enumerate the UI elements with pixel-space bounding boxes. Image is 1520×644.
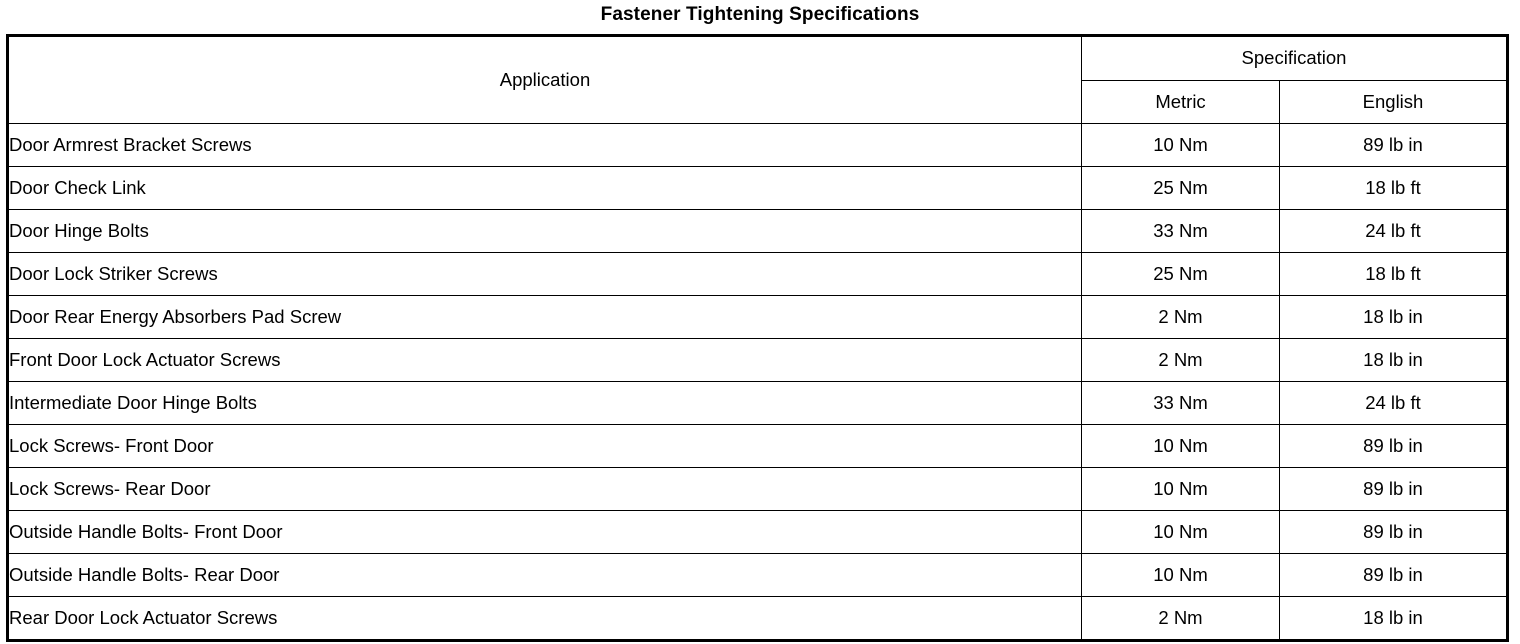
table-row: [8, 511, 1508, 554]
cell-metric: 10 Nm: [1082, 554, 1280, 597]
cell-english: 89 lb in: [1280, 554, 1508, 597]
table-row: [8, 468, 1508, 511]
cell-application: Lock Screws- Front Door: [8, 425, 1082, 468]
table-row: [8, 597, 1508, 641]
table-row: [8, 554, 1508, 597]
cell-application: Outside Handle Bolts- Rear Door: [8, 554, 1082, 597]
column-header-specification: Specification: [1082, 36, 1508, 81]
cell-metric: 2 Nm: [1082, 339, 1280, 382]
cell-metric: 25 Nm: [1082, 253, 1280, 296]
cell-application: Door Lock Striker Screws: [8, 253, 1082, 296]
cell-english: 18 lb in: [1280, 339, 1508, 382]
cell-application: Intermediate Door Hinge Bolts: [8, 382, 1082, 425]
table-row: [8, 382, 1508, 425]
cell-english: 18 lb ft: [1280, 167, 1508, 210]
cell-application: Rear Door Lock Actuator Screws: [8, 597, 1082, 641]
cell-english: 24 lb ft: [1280, 382, 1508, 425]
cell-application: Front Door Lock Actuator Screws: [8, 339, 1082, 382]
table-header-row-top: [8, 36, 1508, 81]
cell-english: 89 lb in: [1280, 468, 1508, 511]
cell-metric: 2 Nm: [1082, 597, 1280, 641]
table-body: [8, 124, 1508, 641]
cell-english: 89 lb in: [1280, 124, 1508, 167]
cell-metric: 33 Nm: [1082, 382, 1280, 425]
cell-metric: 10 Nm: [1082, 124, 1280, 167]
table-row: [8, 210, 1508, 253]
cell-metric: 10 Nm: [1082, 468, 1280, 511]
cell-english: 18 lb in: [1280, 597, 1508, 641]
table-row: [8, 167, 1508, 210]
cell-application: Lock Screws- Rear Door: [8, 468, 1082, 511]
cell-metric: 25 Nm: [1082, 167, 1280, 210]
cell-metric: 2 Nm: [1082, 296, 1280, 339]
cell-english: 24 lb ft: [1280, 210, 1508, 253]
cell-application: Door Armrest Bracket Screws: [8, 124, 1082, 167]
column-header-metric: Metric: [1082, 80, 1280, 124]
cell-metric: 10 Nm: [1082, 425, 1280, 468]
column-header-english: English: [1280, 80, 1508, 124]
table-row: [8, 296, 1508, 339]
cell-metric: 10 Nm: [1082, 511, 1280, 554]
cell-english: 89 lb in: [1280, 511, 1508, 554]
cell-application: Outside Handle Bolts- Front Door: [8, 511, 1082, 554]
table-row: [8, 425, 1508, 468]
cell-application: Door Hinge Bolts: [8, 210, 1082, 253]
column-header-application: Application: [8, 36, 1082, 124]
table-row: [8, 124, 1508, 167]
cell-metric: 33 Nm: [1082, 210, 1280, 253]
cell-application: Door Rear Energy Absorbers Pad Screw: [8, 296, 1082, 339]
cell-english: 18 lb ft: [1280, 253, 1508, 296]
page-title: Fastener Tightening Specifications: [600, 4, 920, 25]
cell-application: Door Check Link: [8, 167, 1082, 210]
cell-english: 18 lb in: [1280, 296, 1508, 339]
fastener-specifications-table: [6, 34, 1509, 642]
table-row: [8, 339, 1508, 382]
cell-english: 89 lb in: [1280, 425, 1508, 468]
table-header: [8, 36, 1508, 124]
table-row: [8, 253, 1508, 296]
